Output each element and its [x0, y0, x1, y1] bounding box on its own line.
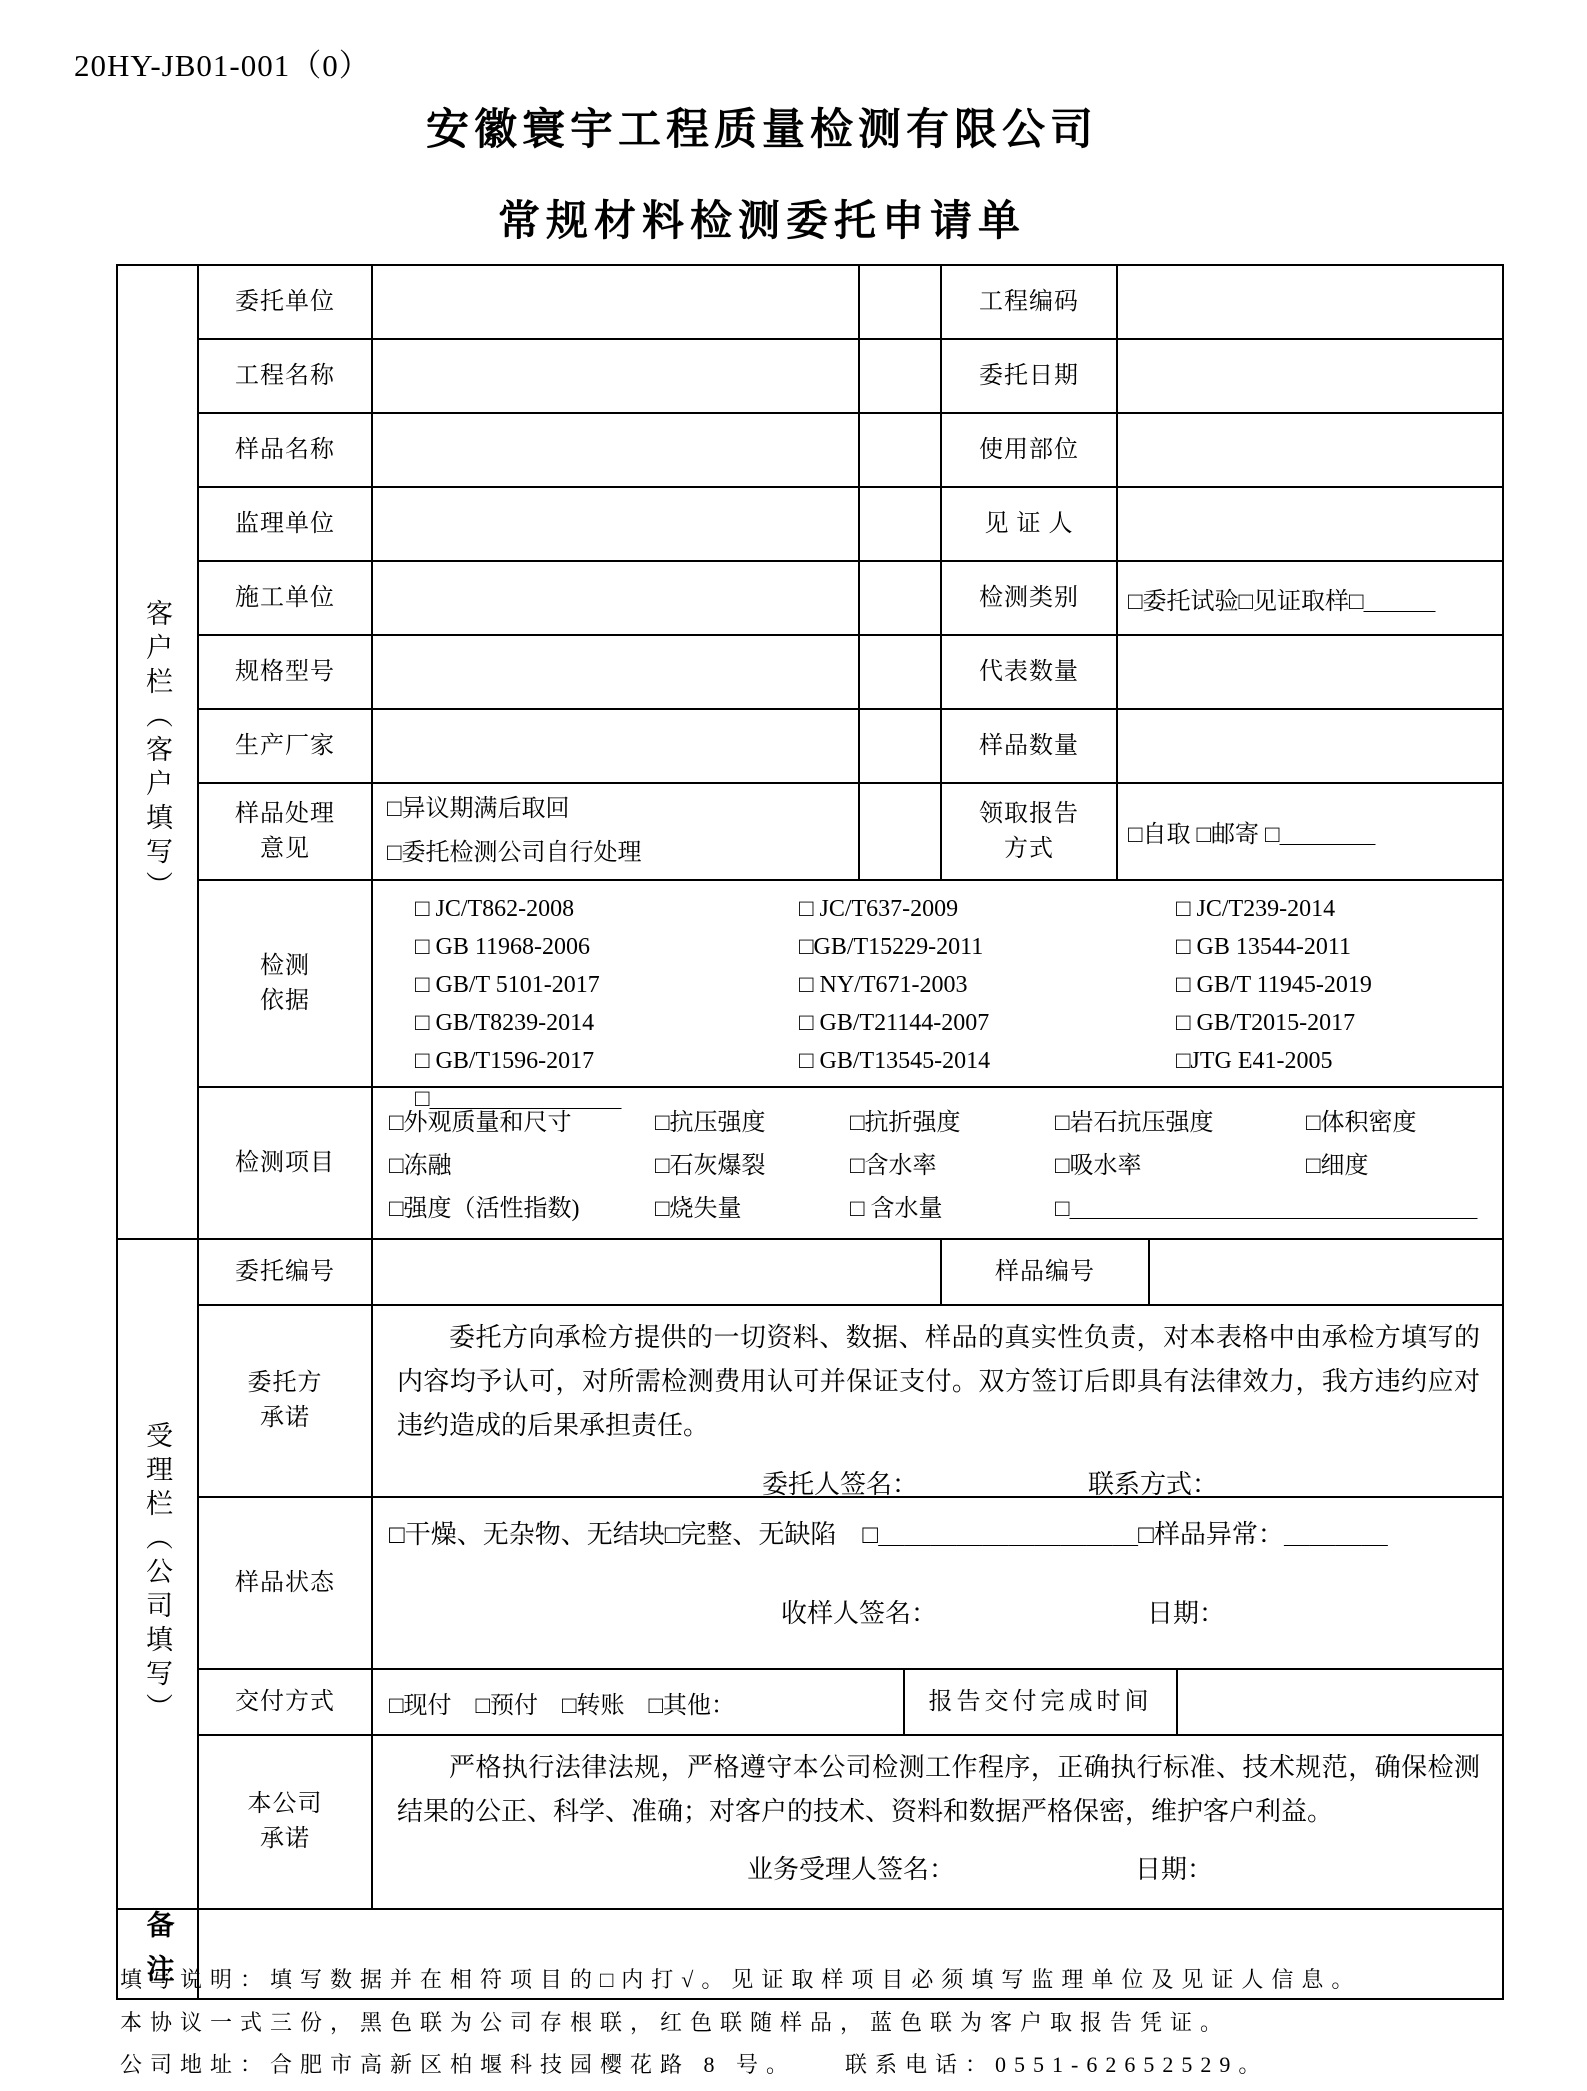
label-entrust-unit: 委托单位 [199, 266, 373, 338]
client-sign-label[interactable]: 委托人签名： [762, 1469, 919, 1499]
checkbox-group-test-basis[interactable] [373, 881, 1502, 1112]
checkbox-group-pay-method[interactable]: □现付 □预付 □转账 □其他： [373, 1670, 905, 1734]
label-sample-handle-line2: 意见 [260, 835, 310, 862]
client-contact-label[interactable]: 联系方式： [1088, 1469, 1219, 1499]
checkbox-group-test-category[interactable]: □委托试验□见证取样□＿＿＿ [1128, 588, 1436, 615]
label-witness: 见 证 人 [942, 488, 1118, 560]
form-table [116, 264, 1504, 2000]
checkbox-group-test-items[interactable] [373, 1088, 1502, 1238]
label-supervision-unit: 监理单位 [199, 488, 373, 560]
checkbox-standard-other[interactable]: □＿＿＿＿＿＿＿＿ [415, 1085, 622, 1112]
input-sample-no[interactable] [1150, 1240, 1502, 1304]
label-test-basis-line1: 检测 [260, 952, 310, 979]
checkbox-item[interactable]: □吸水率 [1055, 1153, 1142, 1180]
label-sample-handle [199, 784, 373, 879]
label-entrust-date: 委托日期 [942, 340, 1118, 412]
label-construction-unit: 施工单位 [199, 562, 373, 634]
spacer-cell [860, 562, 942, 634]
input-supervision-unit[interactable] [373, 488, 860, 560]
label-report-get-line1: 领取报告 [979, 800, 1079, 827]
row-project-name [199, 340, 1502, 414]
label-manufacturer: 生产厂家 [199, 710, 373, 782]
checkbox-item[interactable]: □外观质量和尺寸 [389, 1110, 572, 1136]
basis-line [415, 929, 1502, 967]
input-witness[interactable] [1118, 488, 1502, 560]
input-spec-model[interactable] [373, 636, 860, 708]
label-project-code: 工程编码 [942, 266, 1118, 338]
checkbox-item[interactable]: □含水率 [850, 1153, 937, 1180]
input-entrust-date[interactable] [1118, 340, 1502, 412]
checkbox-item[interactable]: □细度 [1306, 1153, 1369, 1180]
input-represent-qty[interactable] [1118, 636, 1502, 708]
checkbox-standard[interactable]: □ NY/T671-2003 [799, 971, 968, 998]
section-label-remark: 备注 [118, 1910, 199, 1998]
section-label-client: 客户栏（客户填写） [118, 266, 199, 1238]
checkbox-group-sample-state[interactable]: □干燥、无杂物、无结块□完整、无缺陷 □＿＿＿＿＿＿＿＿＿＿□样品异常：＿＿＿＿ [389, 1520, 1388, 1549]
acceptor-sign-label[interactable]: 业务受理人签名： [747, 1855, 956, 1885]
spacer-cell [860, 636, 942, 708]
checkbox-standard[interactable]: □ GB/T2015-2017 [1176, 1009, 1356, 1036]
input-entrust-no[interactable] [373, 1240, 942, 1304]
checkbox-standard[interactable]: □ GB/T 5101-2017 [415, 971, 600, 998]
row-sample-state [199, 1498, 1502, 1670]
checkbox-item[interactable]: □体积密度 [1306, 1110, 1417, 1136]
row-entrust-no [199, 1240, 1502, 1306]
client-promise-cell [373, 1306, 1502, 1499]
input-report-time[interactable] [1178, 1670, 1502, 1734]
label-test-basis-line2: 依据 [260, 987, 310, 1014]
input-project-name[interactable] [373, 340, 860, 412]
row-test-items [199, 1088, 1502, 1238]
spacer-cell [860, 784, 942, 879]
section-label-accept: 受理栏（公司填写） [118, 1240, 199, 1908]
input-project-code[interactable] [1118, 266, 1502, 338]
label-use-part: 使用部位 [942, 414, 1118, 486]
checkbox-standard[interactable]: □ GB 13544-2011 [1176, 933, 1351, 960]
checkbox-standard[interactable]: □ GB/T1596-2017 [415, 1047, 595, 1074]
basis-line [415, 891, 1502, 929]
checkbox-standard[interactable]: □ GB 11968-2006 [415, 933, 590, 960]
footer-instruction-line2: 本协议一式三份，黑色联为公司存根联，红色联随样品，蓝色联为客户取报告凭证。 [120, 2010, 1231, 2035]
checkbox-item[interactable]: □ 含水量 [850, 1196, 943, 1223]
input-use-part[interactable] [1118, 414, 1502, 486]
label-sample-name: 样品名称 [199, 414, 373, 486]
checkbox-item[interactable]: □抗折强度 [850, 1110, 961, 1136]
label-company-promise [199, 1736, 373, 1908]
row-entrust-unit [199, 266, 1502, 340]
label-company-promise-line2: 承诺 [260, 1826, 310, 1852]
checkbox-standard[interactable]: □ JC/T862-2008 [415, 896, 575, 922]
checkbox-standard[interactable]: □GB/T15229-2011 [799, 933, 984, 960]
basis-line [415, 1005, 1502, 1043]
input-manufacturer[interactable] [373, 710, 860, 782]
label-test-category: 检测类别 [942, 562, 1118, 634]
checkbox-standard[interactable]: □ GB/T13545-2014 [799, 1047, 991, 1074]
input-construction-unit[interactable] [373, 562, 860, 634]
label-report-time: 报告交付完成时间 [905, 1670, 1178, 1734]
company-name: 安徽寰宇工程质量检测有限公司 [426, 107, 1098, 154]
checkbox-item-other[interactable]: □＿＿＿＿＿＿＿＿＿＿＿＿＿＿＿＿＿ [1055, 1196, 1478, 1223]
sample-state-cell [373, 1498, 1502, 1668]
company-promise-text: 严格执行法律法规，严格遵守本公司检测工作程序，正确执行标准、技术规范，确保检测结果的公正、科学、准确；对客户的技术、资料和数据严格保密，维护客户利益。 [397, 1753, 1480, 1827]
basis-line [415, 967, 1502, 1005]
company-promise-signline [397, 1848, 1480, 1892]
row-manufacturer [199, 710, 1502, 784]
checkbox-item[interactable]: □烧失量 [655, 1196, 742, 1223]
checkbox-group-report-get[interactable]: □自取 □邮寄 □＿＿＿＿ [1128, 822, 1376, 848]
row-sample-name [199, 414, 1502, 488]
footer-instruction-line1: 填写说明：填写数据并在相符项目的□内打√。见证取样项目必须填写监理单位及见证人信息。 [120, 1967, 1362, 1992]
checkbox-standard[interactable]: □ JC/T239-2014 [1176, 896, 1336, 922]
section-accept [118, 1240, 1502, 1910]
label-project-name: 工程名称 [199, 340, 373, 412]
form-title: 常规材料检测委托申请单 [497, 199, 1026, 245]
spacer-cell [860, 710, 942, 782]
label-sample-no: 样品编号 [942, 1240, 1150, 1304]
checkbox-standard[interactable]: □JTG E41-2005 [1176, 1047, 1333, 1074]
input-entrust-unit[interactable] [373, 266, 860, 338]
row-construction-unit [199, 562, 1502, 636]
row-client-promise [199, 1306, 1502, 1498]
input-sample-name[interactable] [373, 414, 860, 486]
label-report-get [942, 784, 1118, 879]
checkbox-standard[interactable]: □ JC/T637-2009 [799, 896, 959, 922]
doc-code: 20HY-JB01-001（0） [74, 48, 371, 83]
items-line [389, 1145, 1502, 1188]
accept-date-label[interactable]: 日期： [1135, 1855, 1214, 1885]
row-sample-handle [199, 784, 1502, 881]
spacer-cell [860, 266, 942, 338]
checkbox-item[interactable]: □抗压强度 [655, 1110, 766, 1136]
row-spec-model [199, 636, 1502, 710]
checkbox-group-sample-handle[interactable] [373, 784, 860, 879]
receive-date-label[interactable]: 日期： [1147, 1599, 1226, 1628]
label-sample-state: 样品状态 [199, 1498, 373, 1668]
footer-address-line: 公司地址：合肥市高新区柏堰科技园樱花路 8 号。 联系电话：0551-62652529。 [120, 2052, 1269, 2077]
checkbox-item[interactable]: □强度（活性指数) [389, 1196, 580, 1223]
items-line [389, 1102, 1502, 1145]
label-test-basis [199, 881, 373, 1086]
receiver-sign-label[interactable]: 收样人签名： [781, 1599, 938, 1628]
checkbox-standard[interactable]: □ GB/T21144-2007 [799, 1009, 990, 1036]
basis-line [415, 1043, 1502, 1081]
items-line [389, 1188, 1502, 1231]
spacer-cell [860, 488, 942, 560]
label-represent-qty: 代表数量 [942, 636, 1118, 708]
label-sample-handle-line1: 样品处理 [235, 800, 335, 827]
checkbox-item[interactable]: □冻融 [389, 1153, 452, 1180]
client-rows [199, 266, 1502, 1238]
row-company-promise [199, 1736, 1502, 1908]
label-client-promise-line2: 承诺 [260, 1405, 310, 1431]
spacer-cell [860, 340, 942, 412]
label-spec-model: 规格型号 [199, 636, 373, 708]
checkbox-sample-handle-opt1[interactable]: □异议期满后取回 [387, 796, 570, 823]
label-company-promise-line1: 本公司 [247, 1791, 323, 1818]
company-promise-cell [373, 1736, 1502, 1908]
checkbox-item[interactable]: □石灰爆裂 [655, 1153, 766, 1180]
label-client-promise-line1: 委托方 [247, 1370, 323, 1397]
input-sample-qty[interactable] [1118, 710, 1502, 782]
spacer-cell [860, 414, 942, 486]
row-test-basis [199, 881, 1502, 1112]
checkbox-standard[interactable]: □ GB/T 11945-2019 [1176, 971, 1372, 998]
row-supervision-unit [199, 488, 1502, 562]
checkbox-item[interactable]: □岩石抗压强度 [1055, 1110, 1214, 1136]
label-entrust-no: 委托编号 [199, 1240, 373, 1304]
label-test-items: 检测项目 [199, 1088, 373, 1238]
checkbox-sample-handle-opt2[interactable]: □委托检测公司自行处理 [387, 839, 642, 866]
label-sample-qty: 样品数量 [942, 710, 1118, 782]
label-client-promise [199, 1306, 373, 1496]
row-pay-method [199, 1670, 1502, 1736]
section-client [118, 266, 1502, 1240]
label-pay-method: 交付方式 [199, 1670, 373, 1734]
client-promise-text: 委托方向承检方提供的一切资料、数据、样品的真实性负责，对本表格中由承检方填写的内容均予认可，对所需检测费用认可并保证支付。双方签订后即具有法律效力，我方违约应对违约造成的后果承担责任。 [397, 1323, 1480, 1441]
checkbox-standard[interactable]: □ GB/T8239-2014 [415, 1009, 595, 1036]
sample-state-signline [389, 1593, 1492, 1630]
label-report-get-line2: 方式 [1004, 835, 1054, 862]
accept-rows [199, 1240, 1502, 1908]
